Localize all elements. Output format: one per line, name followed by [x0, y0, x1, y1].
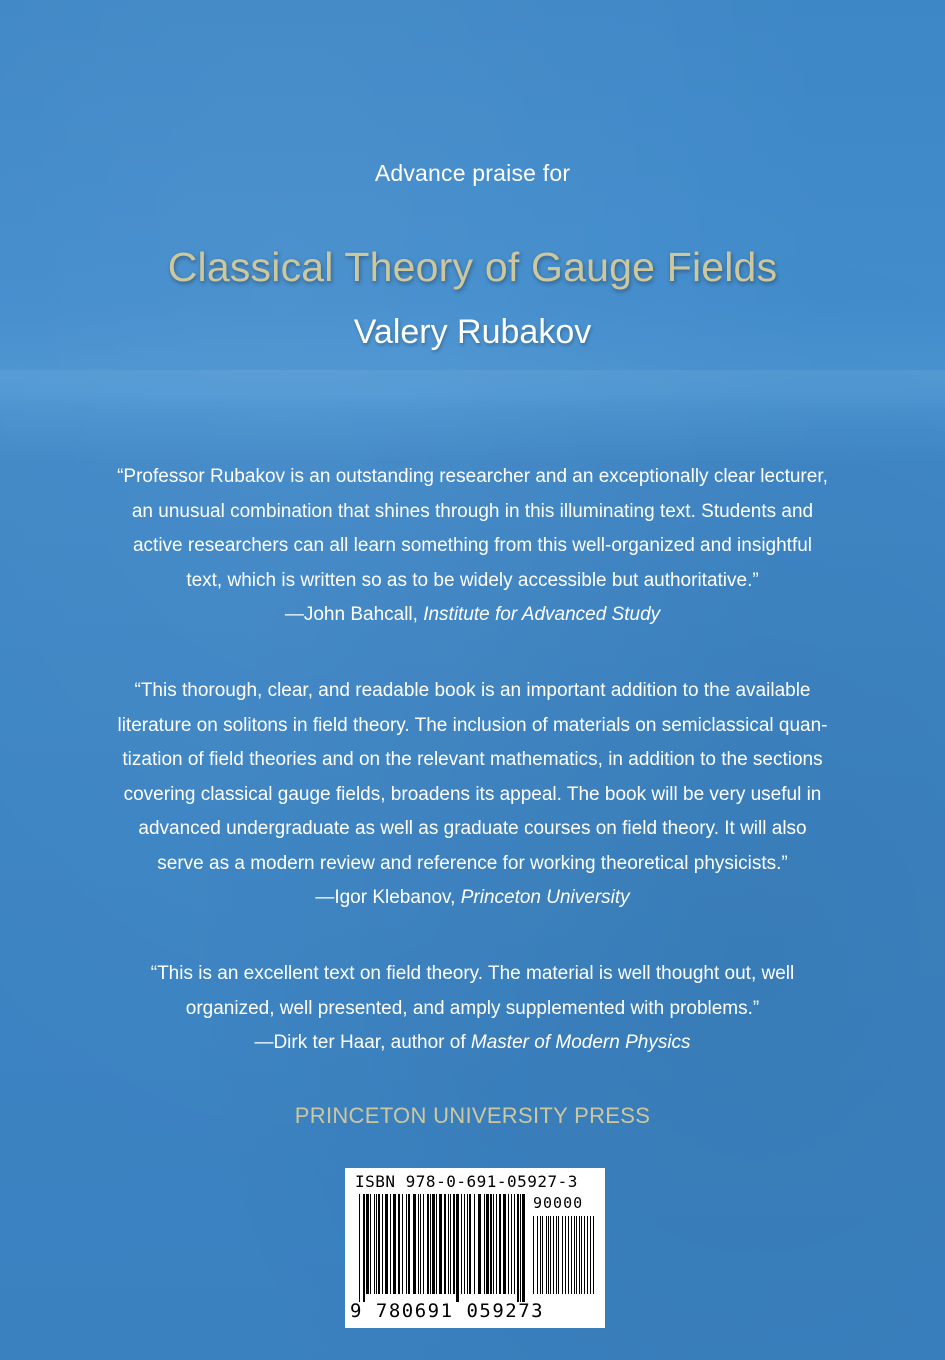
book-title: Classical Theory of Gauge Fields: [167, 244, 778, 290]
barcode-bar: [514, 1194, 515, 1294]
barcode-bar: [444, 1194, 446, 1294]
barcode-bar: [520, 1194, 521, 1302]
barcode-bar: [581, 1216, 582, 1294]
barcode-bar: [436, 1194, 437, 1294]
barcode-bar: [517, 1194, 519, 1302]
barcode-bar: [427, 1194, 429, 1294]
quote-line: “This thorough, clear, and readable book is an important addition to the available: [134, 680, 811, 701]
barcode-bar: [448, 1194, 449, 1294]
barcode-bar: [390, 1194, 391, 1294]
barcode-bar: [593, 1216, 594, 1294]
barcode-bar: [453, 1194, 455, 1294]
attribution-name: —Dirk ter Haar, author of: [254, 1032, 471, 1053]
praise-quote: [100, 460, 845, 633]
quote-line: serve as a modern review and reference for working theoretical physicists.”: [157, 852, 788, 874]
ean-number: 9 780691 059273: [350, 1300, 545, 1322]
barcode-bar: [574, 1216, 575, 1294]
barcode-bar: [359, 1194, 360, 1302]
publisher-name: PRINCETON UNIVERSITY PRESS: [294, 1103, 651, 1128]
barcode-bar: [420, 1194, 421, 1294]
advance-praise-heading: Advance praise for: [374, 160, 571, 186]
attribution-affiliation: Princeton University: [460, 887, 630, 908]
barcode-bar: [558, 1216, 559, 1294]
barcode-bar: [556, 1216, 557, 1294]
barcode-bar: [587, 1216, 588, 1294]
barcode-bar: [370, 1194, 371, 1294]
barcode-bar: [568, 1216, 569, 1294]
barcode-bar: [542, 1216, 543, 1294]
attribution-affiliation: Master of Modern Physics: [470, 1032, 691, 1053]
barcode-bar: [537, 1216, 538, 1294]
price-code: 90000: [533, 1194, 584, 1212]
barcode-bar: [490, 1194, 492, 1294]
barcode-bar: [533, 1216, 534, 1294]
barcode-bar: [486, 1194, 489, 1294]
barcode-bar: [469, 1194, 471, 1294]
barcode-bar: [461, 1194, 462, 1294]
light-band: [0, 370, 945, 410]
attribution-name: —Igor Klebanov,: [315, 887, 461, 908]
quote-attribution: [100, 1026, 845, 1061]
barcode-bar: [546, 1216, 547, 1294]
quote-line: covering classical gauge fields, broadens its appeal. The book will be very useful in: [123, 783, 822, 805]
barcode-bar: [408, 1194, 410, 1294]
barcode-bar: [456, 1194, 459, 1302]
barcode-bar: [522, 1194, 525, 1302]
barcode-bar: [402, 1194, 403, 1294]
barcode-bar: [385, 1194, 388, 1294]
barcode-bar: [548, 1216, 549, 1294]
quote-line: “This is an excellent text on field theory. The material is well thought out, well: [150, 963, 795, 984]
barcode-bar: [464, 1194, 465, 1294]
barcode-bar: [382, 1194, 383, 1294]
barcode-bar: [565, 1216, 566, 1294]
book-author: Valery Rubakov: [353, 313, 592, 351]
quote-line: organized, well presented, and amply supplemented with problems.”: [185, 997, 760, 1019]
barcode-bar: [576, 1216, 577, 1294]
barcode-bar: [467, 1194, 468, 1294]
barcode-bar: [540, 1216, 541, 1294]
barcode-bar: [413, 1194, 416, 1294]
barcode-bar: [503, 1194, 506, 1294]
barcode-bar: [423, 1194, 424, 1294]
praise-quote: [100, 674, 845, 916]
isbn-barcode: [345, 1168, 605, 1328]
barcode-bar: [562, 1216, 563, 1294]
barcode-bar: [508, 1194, 509, 1294]
barcode-bar: [553, 1216, 554, 1294]
quote-line: text, which is written so as to be widely accessible but authoritative.”: [186, 569, 759, 591]
quote-line: “Professor Rubakov is an outstanding researcher and an exceptionally clear lecturer,: [117, 466, 828, 487]
attribution-affiliation: Institute for Advanced Study: [423, 604, 661, 625]
quote-line: literature on solitons in field theory. The inclusion of materials on semiclassical quan-: [117, 714, 828, 736]
barcode-bar: [579, 1216, 580, 1294]
quote-attribution: [100, 598, 845, 633]
barcode-bar: [571, 1216, 572, 1294]
barcode-bar: [511, 1194, 512, 1294]
barcode-bar: [499, 1194, 501, 1294]
barcode-bar: [478, 1194, 481, 1294]
barcode-bar: [398, 1194, 400, 1294]
barcode-bar: [418, 1194, 419, 1294]
barcode-bar: [550, 1216, 551, 1294]
barcode-bar: [430, 1194, 431, 1294]
barcode-bar: [376, 1194, 377, 1294]
barcode-bar: [493, 1194, 494, 1294]
barcode-bar: [450, 1194, 451, 1294]
quote-attribution: [100, 881, 845, 916]
barcode-bar: [366, 1194, 369, 1294]
barcode-bar: [439, 1194, 442, 1294]
barcode-bar: [496, 1194, 497, 1294]
barcode-bar: [584, 1216, 585, 1294]
barcode-bar: [363, 1194, 365, 1302]
praise-quote: [100, 957, 845, 1061]
isbn-number: ISBN 978-0-691-05927-3: [355, 1172, 578, 1191]
barcode-bar: [393, 1194, 396, 1294]
barcode-bar: [378, 1194, 380, 1294]
quote-line: tization of field theories and on the relevant mathematics, in addition to the sections: [122, 749, 823, 770]
barcode-bar: [474, 1194, 475, 1294]
quote-line: active researchers can all learn something from this well-organized and insightful: [132, 535, 813, 556]
quote-line: advanced undergraduate as well as graduate courses on field theory. It will also: [138, 818, 807, 839]
quote-line: an unusual combination that shines through in this illuminating text. Students and: [131, 500, 814, 522]
barcode-bar: [432, 1194, 435, 1294]
barcode-bar: [590, 1216, 591, 1294]
attribution-name: —John Bahcall,: [284, 604, 424, 625]
barcode-bar: [374, 1194, 375, 1294]
barcode-bar: [406, 1194, 407, 1294]
barcode-bar: [484, 1194, 485, 1294]
